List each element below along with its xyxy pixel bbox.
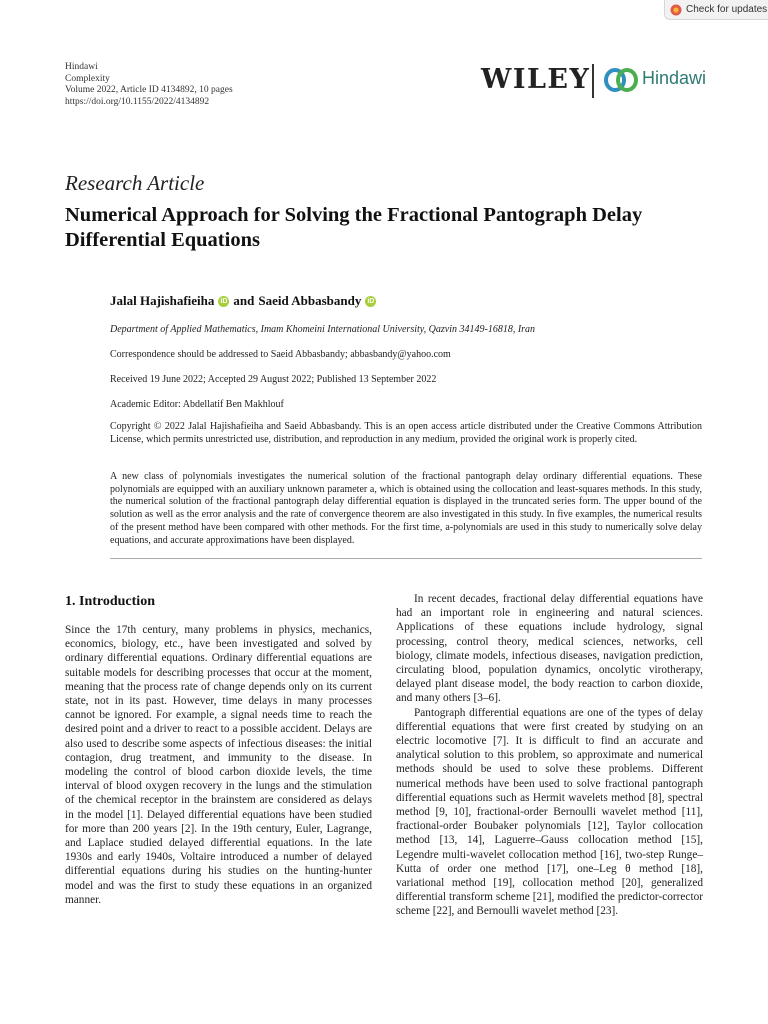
article-type: Research Article xyxy=(65,171,205,195)
logo-divider xyxy=(592,64,594,98)
academic-editor: Academic Editor: Abdellatif Ben Makhlouf xyxy=(110,399,284,410)
right-paragraph-1: In recent decades, fractional delay differential equations have had an important role in engineering and natural sciences. Applications of these equations include hydrology, signal processing, control theory, medical sciences, networks, cell biology, climate models, infectious diseases, navigation prediction, circulating blood, population dynamics, oncolytic virotherapy, delayed plant disease model, the body reaction to carbon dioxide, and many others [3–6]. xyxy=(396,593,703,705)
correspondence: Correspondence should be addressed to Saeid Abbasbandy; abbasbandy@yahoo.com xyxy=(110,349,451,360)
section-heading-introduction: 1. Introduction xyxy=(65,594,155,609)
abstract: A new class of polynomials investigates the numerical solution of the fractional pantograph delay ordinary differential equations. These polynomials are equipped with an auxiliary unknown parameter a, which is obtained using the collocation and least-squares methods. In this study, the numerical solution of the fractional pantograph delay differential equation is displayed in the truncated series form. The upper bound of the solution as well as the error analysis and the rate of convergence theorem are also investigated in this study. In five examples, the numerical results of the present method have been compared with other methods. For the first time, a-polynomials are used in this study to numerically solve delay equations, and accurate approximations have been displayed. xyxy=(110,471,702,546)
author-2[interactable]: Saeid Abbasbandy xyxy=(258,293,362,308)
publisher-name: Hindawi xyxy=(65,62,98,72)
copyright-notice: Copyright © 2022 Jalal Hajishafieiha and Saeid Abbasbandy. This is an open access article distributed under the Creative Commons Attribution License, which permits unrestricted use, distribution, and reproduction in any medium, provided the original work is properly cited. xyxy=(110,421,702,445)
publication-dates: Received 19 June 2022; Accepted 29 August 2022; Published 13 September 2022 xyxy=(110,374,437,385)
authors xyxy=(110,293,376,309)
journal-meta xyxy=(65,62,233,108)
hindawi-logo-icon xyxy=(603,65,639,95)
right-paragraph-2: Pantograph differential equations are one of the types of delay differential equations that were first created by studying on an electric locomotive [7]. It is difficult to find an accurate and analytical solution to this problem, so approximate and numerical methods should be used to solve these problems. Different numerical methods have been used to solve fractional pantograph differential equations such as Hermit wavelets method [8], spectral method [9, 10], fractional-order Bernoulli wavelet method [11], fractional-order Boubaker polynomials [12], Taylor collocation method [13, 14], Laguerre–Gauss collocation method [15], Legendre multi-wavelet collocation method [16], two-step Runge–Kutta of order one method [17], one–Leg θ method [18], variational method [19], collocation method [20], generalized differential transform scheme [21], modified the predictor-corrector scheme [22], and Bernoulli wavelet method [23]. xyxy=(396,706,703,918)
right-column xyxy=(396,592,703,919)
wiley-logo: WILEY xyxy=(481,64,591,95)
update-icon xyxy=(670,4,682,16)
orcid-icon[interactable]: iD xyxy=(220,297,228,305)
orcid-icon[interactable]: iD xyxy=(367,297,375,305)
check-for-updates-badge[interactable] xyxy=(664,0,768,20)
abstract-divider xyxy=(110,558,702,559)
intro-paragraph-1: Since the 17th century, many problems in physics, mechanics, economics, biology, etc., have been investigated and solved by ordinary differential equations. Ordinary differential equations are suitable models for describing processes that occur at the moment, meaning that the process rate of change depends only on its current state, not in its past. However, time delays in many processes cannot be ignored. For example, a signal needs time to reach the desired point and a driver to react to a possible accident. Delays are also used to describe some aspects of infectious diseases: the initial contagion, drug treatment, and immunity to the disease. In modeling the control of blood carbon dioxide levels, the time interval of blood oxygen recovery in the lungs and the stimulation of the chemical receptor in the brainstem are considered as delays in the model [1]. Delayed differential equations have been studied for more than 200 years [2]. In the 19th century, Euler, Lagrange, and Laplace studied delayed differential equations. In the late 1930s and early 1940s, Voltaire introduced a number of delayed differential equations during his studies on the hunting-hunter model and was the first to study these equations in an organized manner. xyxy=(65,624,372,906)
journal-name: Complexity xyxy=(65,73,110,84)
author-1[interactable]: Jalal Hajishafieiha xyxy=(110,293,215,308)
affiliation: Department of Applied Mathematics, Imam Khomeini International University, Qazvin 34149-16818, Iran xyxy=(110,324,536,335)
volume-line: Volume 2022, Article ID 4134892, 10 pages xyxy=(65,85,233,95)
article-title: Numerical Approach for Solving the Fractional Pantograph Delay Differential Equations xyxy=(65,204,643,251)
doi-link[interactable]: https://doi.org/10.1155/2022/4134892 xyxy=(65,96,210,107)
check-for-updates-label: Check for updates xyxy=(686,4,768,15)
hindawi-logo-text: Hindawi xyxy=(642,68,707,88)
left-column xyxy=(65,623,372,907)
author-join: and xyxy=(233,293,255,308)
